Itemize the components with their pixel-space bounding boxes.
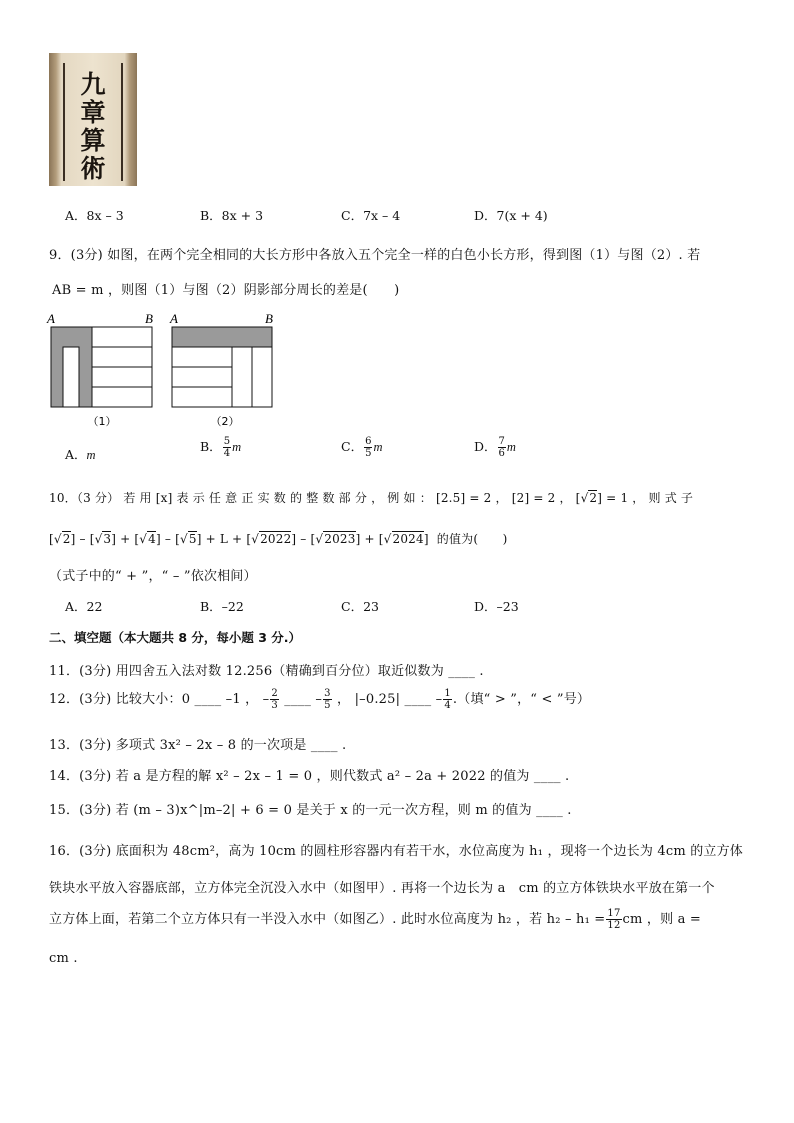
q16-line-3: [49, 908, 701, 931]
fig2-label-a: A: [170, 311, 178, 326]
q9-option-d-label: D．: [474, 439, 497, 454]
q9-line-1: 9．(3分) 如图，在两个完全相同的大长方形中各放入五个完全一样的白色小长方形，得到图（1）与图（2）. 若: [49, 248, 701, 263]
q11: 11．(3分) 用四舍五入法对数 12.256（精确到百分位）取近似数为 ____ .: [49, 664, 484, 679]
book-title-frame: [63, 63, 123, 181]
q9-option-a-label: A．: [65, 447, 87, 462]
q16-frac-den: 12: [607, 920, 621, 931]
fig1-caption: （1）: [87, 415, 117, 428]
q10-line-1-suffix: = 1 ， 则 式 子: [606, 491, 694, 505]
section-2-heading: 二、填空题（本大题共 8 分，每小题 3 分.）: [49, 630, 302, 645]
book-char-2: 章: [80, 98, 106, 127]
book-char-3: 算: [80, 126, 106, 155]
fig2-label-b: B: [265, 311, 273, 326]
q16-line-2: 铁块水平放入容器底部，立方体完全沉没入水中（如图甲）. 再将一个边长为 a cm 的立方体铁块水平放在第一个: [49, 881, 715, 896]
fig1-small-rect-2: [92, 347, 152, 367]
q9-option-b-var: m: [232, 440, 242, 454]
jiuzhang-suanshu-book-image: [49, 53, 137, 186]
q10-line-1-prefix: 10．（3 分） 若 用 [x] 表 示 任 意 正 实 数 的 整 数 部 分 ， 例 如 ： [2.5] = 2 ， [2] = 2 ，: [49, 491, 572, 505]
fig1-small-rect-4: [92, 387, 152, 407]
fig2-small-rect-1: [172, 347, 232, 367]
q12-frac-b-den: 5: [324, 700, 331, 711]
q15: 15．(3分) 若 (m – 3)x^|m–2| + 6 = 0 是关于 x 的一元一次方程，则 m 的值为 ____ .: [49, 803, 572, 818]
q10-note: （式子中的“ + ”，“ – ”依次相间）: [49, 569, 257, 584]
q9-option-b-den: 4: [223, 448, 231, 459]
q9-option-c-den: 5: [365, 448, 372, 459]
book-char-1: 九: [80, 70, 106, 99]
q10-option-a: A．22: [65, 599, 103, 614]
q9-option-c-var: m: [373, 440, 383, 454]
q9-option-d-den: 6: [498, 448, 505, 459]
q8-option-b: B．8x + 3: [200, 208, 264, 223]
q9-option-d: [474, 436, 516, 459]
q9-option-c-num: 6: [365, 436, 372, 447]
q9-figures: [44, 308, 284, 433]
q16-line-3-suffix: cm ，则 a =: [622, 912, 701, 927]
q12-frac-c-den: 4: [444, 700, 451, 711]
q16-line-3-prefix: 立方体上面，若第二个立方体只有一半没入水中（如图乙）. 此时水位高度为 h₂ ，若 h₂ – h₁ =: [49, 912, 606, 927]
q14: 14．(3分) 若 a 是方程的解 x² – 2x – 1 = 0 ，则代数式 a² – 2a + 2022 的值为 ____ .: [49, 769, 570, 784]
q8-option-c: C．7x – 4: [341, 208, 401, 223]
q12-frac-c-num: 1: [444, 688, 451, 699]
q9-option-b-label: B．: [200, 439, 222, 454]
q9-option-c-label: C．: [341, 439, 364, 454]
q10-option-c: C．23: [341, 599, 379, 614]
q12-suffix: .（填“ > ”，“ < ”号）: [452, 692, 591, 707]
q16-line-4: cm .: [49, 951, 78, 966]
q8-option-d: D．7(x + 4): [474, 208, 548, 223]
q10-option-b: B．–22: [200, 599, 244, 614]
fig1-label-b: B: [145, 311, 153, 326]
q12-mid2: ， |–0.25| ____ –: [337, 692, 443, 707]
q9-option-b-num: 5: [223, 436, 231, 447]
q16-frac-num: 17: [607, 908, 621, 919]
q13: 13．(3分) 多项式 3x² – 2x – 8 的一次项是 ____ .: [49, 738, 347, 753]
q12: [49, 688, 590, 711]
q9-option-a-value: m: [86, 448, 96, 462]
q9-option-d-var: m: [506, 440, 516, 454]
book-char-4: 術: [80, 154, 106, 183]
fig1-vertical-small-rect: [63, 347, 79, 407]
fig1-small-rect-3: [92, 367, 152, 387]
fig2-small-rect-2: [172, 367, 232, 387]
fig2-small-rect-3: [172, 387, 232, 407]
q10-line-1: 10．（3 分） 若 用 [x] 表 示 任 意 正 实 数 的 整 数 部 分 ， 例 如 ： [2.5] = 2 ， [2] = 2 ， [√2] = 1 ， 则 式 子: [49, 491, 694, 505]
q8-option-a: A．8x – 3: [65, 208, 124, 223]
q12-frac-b-num: 3: [324, 688, 331, 699]
q10-option-d: D．–23: [474, 599, 519, 614]
q16-line-1: 16．(3分) 底面积为 48cm²，高为 10cm 的圆柱形容器内有若干水，水位高度为 h₁ ，现将一个边长为 4cm 的立方体: [49, 844, 743, 859]
fig1-label-a: A: [47, 311, 55, 326]
q12-frac-a-num: 2: [271, 688, 278, 699]
fig2-vertical-small-rect-2: [252, 347, 272, 407]
q12-mid: ____ –: [284, 692, 323, 707]
fig1-small-rect-1: [92, 327, 152, 347]
q9-option-c: [341, 436, 382, 459]
q10-line-2-suffix: 的值为( ): [436, 532, 508, 546]
q9-option-d-num: 7: [498, 436, 505, 447]
q10-line-2: [√2] – [√3] + [√4] – [√5] + L + [√2022] – [√2023] + [√2024] 的值为( ): [49, 532, 508, 546]
q9-line-2: AB = m ，则图（1）与图（2）阴影部分周长的差是( ): [52, 283, 400, 298]
q12-frac-a-den: 3: [271, 700, 278, 711]
q9-option-a: [65, 445, 96, 463]
fig2-caption: （2）: [210, 415, 240, 428]
q12-prefix: 12．(3分) 比较大小：0 ____ –1 ， –: [49, 692, 270, 707]
q9-option-b: [200, 436, 241, 459]
fig2-vertical-small-rect-1: [232, 347, 252, 407]
